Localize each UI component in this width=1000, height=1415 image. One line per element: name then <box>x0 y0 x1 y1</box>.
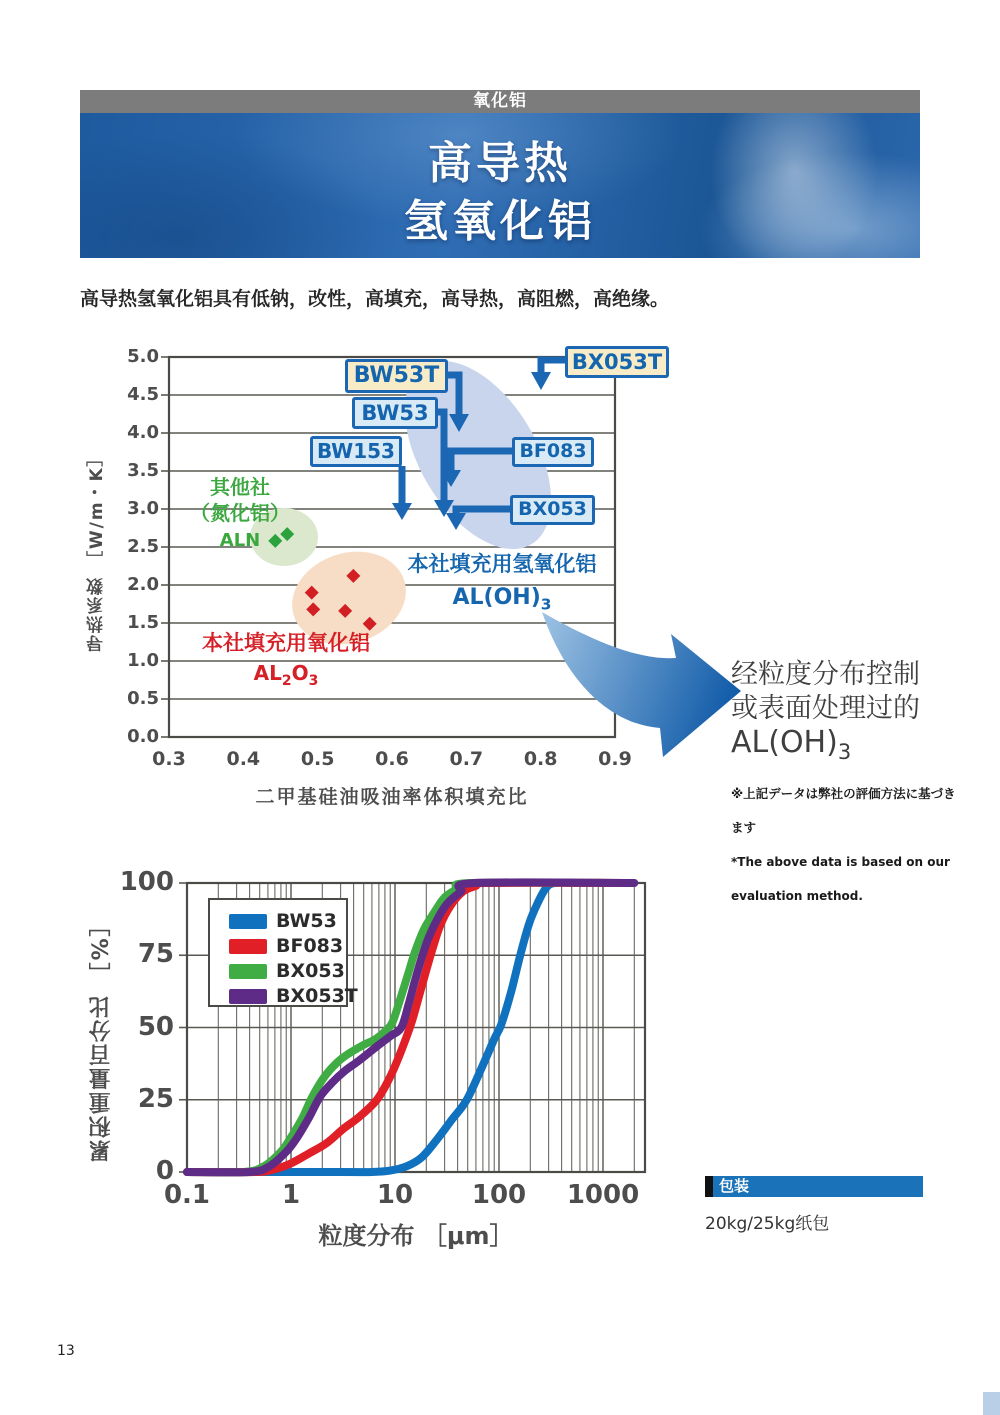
product-callout-bw53t: BW53T <box>345 359 448 393</box>
scatter-y-tick-label: 1.5 <box>127 612 159 633</box>
scatter-x-tick-label: 0.6 <box>375 748 409 770</box>
legend-row-bf083 <box>229 934 346 958</box>
distribution-y-tick-label: 75 <box>137 939 174 970</box>
scatter-x-tick-label: 0.4 <box>226 748 261 770</box>
category-tab: 氧化铝 <box>80 90 920 113</box>
legend-swatch <box>229 989 267 1004</box>
annotation-hydroxide-line1: 本社填充用氢氧化铝 <box>407 552 597 576</box>
annotation-oxide-formula: $AL_2O_3$ <box>253 661 319 689</box>
page-number: 13 <box>57 1343 75 1359</box>
footnote-japanese: ※上記データは弊社の評価方法に基づきます <box>731 786 956 835</box>
footnote-english: *The above data is based on our evaluation method. <box>731 855 950 903</box>
scatter-y-tick-label: 0.0 <box>127 726 159 747</box>
scatter-y-tick-label: 0.5 <box>127 688 159 709</box>
annotation-other-line2: （氮化铝） <box>190 501 290 525</box>
scatter-y-tick-label: 1.0 <box>127 650 159 671</box>
scatter-y-tick-label: 5.0 <box>127 346 159 367</box>
product-callout-bf083: BF083 <box>512 437 594 467</box>
legend-label: BW53 <box>276 910 337 932</box>
note-line1: 经粒度分布控制 <box>731 659 920 690</box>
product-callout-bw153: BW153 <box>310 436 402 467</box>
note-block <box>731 658 961 913</box>
distribution-y-tick-label: 50 <box>137 1011 174 1042</box>
annotation-other-company <box>178 474 302 554</box>
swoosh-arrow <box>542 612 741 757</box>
distribution-x-tick-label: 100 <box>471 1180 527 1210</box>
distribution-y-tick-label: 0 <box>155 1156 174 1186</box>
scatter-y-tick-label: 2.0 <box>127 574 159 595</box>
annotation-oxide <box>190 627 382 689</box>
packaging-black-tab <box>705 1176 713 1197</box>
scatter-x-tick-label: 0.7 <box>449 748 484 770</box>
banner-title-line1: 高导热 <box>428 138 572 189</box>
distribution-x-axis-title: 粒度分布 ［μm］ <box>318 1222 514 1250</box>
scatter-x-tick-label: 0.8 <box>523 748 558 770</box>
distribution-x-tick-label: 10 <box>376 1180 414 1210</box>
legend-row-bw53 <box>229 909 346 933</box>
annotation-other-line1: 其他社 <box>210 475 270 499</box>
packaging-header-bar <box>705 1176 923 1197</box>
annotation-hydroxide <box>398 548 606 613</box>
legend-label: BF083 <box>276 935 344 957</box>
scatter-y-axis-title: 导热系数 ［W/m・K］ <box>87 447 107 653</box>
distribution-y-axis-title: 累积重量百分比 ［%］ <box>89 912 114 1163</box>
scatter-x-tick-label: 0.9 <box>598 748 632 770</box>
legend-swatch <box>229 964 267 979</box>
distribution-y-tick-label: 100 <box>119 867 174 897</box>
scatter-y-tick-label: 3.5 <box>127 460 159 481</box>
legend-label: BX053T <box>276 985 358 1007</box>
annotation-oxide-line1: 本社填充用氧化铝 <box>202 631 370 655</box>
distribution-x-tick-label: 1 <box>281 1180 301 1210</box>
legend-label: BX053 <box>276 960 345 982</box>
intro-text: 高导热氢氧化铝具有低钠，改性，高填充，高导热，高阻燃，高绝缘。 <box>80 288 670 310</box>
legend-row-bx053t <box>229 984 358 1008</box>
scatter-y-tick-label: 3.0 <box>127 498 159 519</box>
footnotes <box>731 777 961 913</box>
note-line2: 或表面处理过的 <box>731 693 920 724</box>
scatter-x-tick-label: 0.5 <box>300 748 335 770</box>
legend-swatch <box>229 939 267 954</box>
distribution-x-tick-label: 1000 <box>566 1180 640 1210</box>
scatter-y-tick-label: 4.0 <box>127 422 159 443</box>
legend-row-bx053 <box>229 959 346 983</box>
distribution-legend <box>208 898 358 1007</box>
scatter-x-tick-label: 0.3 <box>152 748 186 770</box>
product-callout-bw53: BW53 <box>352 397 438 429</box>
product-callout-bx053t: BX053T <box>565 346 669 378</box>
distribution-x-tick-label: 0.1 <box>163 1180 211 1210</box>
scatter-x-axis-title: 二甲基硅油吸油率体积填充比 <box>255 786 529 808</box>
legend-swatch <box>229 914 267 929</box>
packaging-title: 包装 <box>719 1177 750 1195</box>
distribution-y-tick-label: 25 <box>137 1083 174 1114</box>
product-callout-bx053: BX053 <box>510 495 595 525</box>
annotation-hydroxide-formula: $AL(OH)_3$ <box>452 585 552 614</box>
note-formula: $AL(OH)_3$ <box>731 725 852 764</box>
scatter-y-tick-label: 2.5 <box>127 536 159 557</box>
annotation-aln-formula: ALN <box>219 530 261 551</box>
banner-title-line2: 氢氧化铝 <box>404 196 596 247</box>
packaging-text: 20kg/25kg纸包 <box>705 1214 830 1234</box>
scatter-y-tick-label: 4.5 <box>127 384 159 405</box>
